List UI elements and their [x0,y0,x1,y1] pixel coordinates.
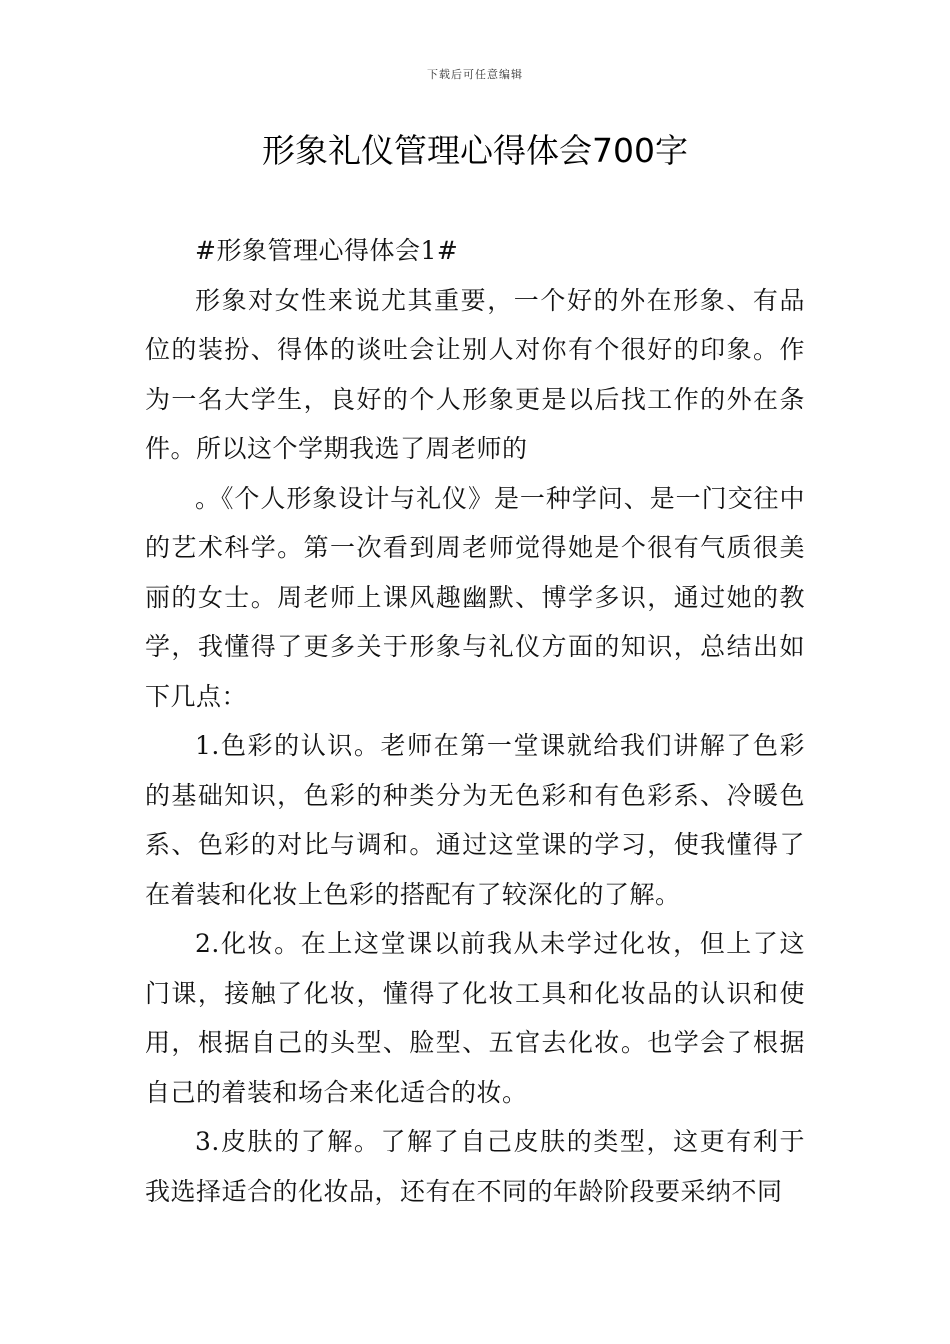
paragraph-point-2: 2.化妆。在上这堂课以前我从未学过化妆，但上了这门课，接触了化妆，懂得了化妆工具和化妆品的认识和使用，根据自己的头型、脸型、五官去化妆。也学会了根据自己的着装和场合来化适合的妆。 [145,929,805,1107]
document-body [145,226,805,1216]
section-heading: #形象管理心得体会1# [195,236,459,265]
paragraph-point-3: 3.皮肤的了解。了解了自己皮肤的类型，这更有利于我选择适合的化妆品，还有在不同的年龄阶段要采纳不同 [145,1127,805,1206]
document-title: 形象礼仪管理心得体会700字 [262,131,688,170]
page-header-note: 下载后可任意编辑 [427,68,523,81]
paragraph-point-1: 1.色彩的认识。老师在第一堂课就给我们讲解了色彩的基础知识，色彩的种类分为无色彩和有色彩系、冷暖色系、色彩的对比与调和。通过这堂课的学习，使我懂得了在着装和化妆上色彩的搭配有了较深化的了解。 [145,731,805,909]
paragraph-course: 。《个人形象设计与礼仪》是一种学问、是一门交往中的艺术科学。第一次看到周老师觉得她是个很有气质很美丽的女士。周老师上课风趣幽默、博学多识，通过她的教学，我懂得了更多关于形象与礼仪方面的知识，总结出如下几点： [145,483,805,711]
paragraph-intro: 形象对女性来说尤其重要，一个好的外在形象、有品位的装扮、得体的谈吐会让别人对你有个很好的印象。作为一名大学生，良好的个人形象更是以后找工作的外在条件。所以这个学期我选了周老师的 [145,285,805,463]
